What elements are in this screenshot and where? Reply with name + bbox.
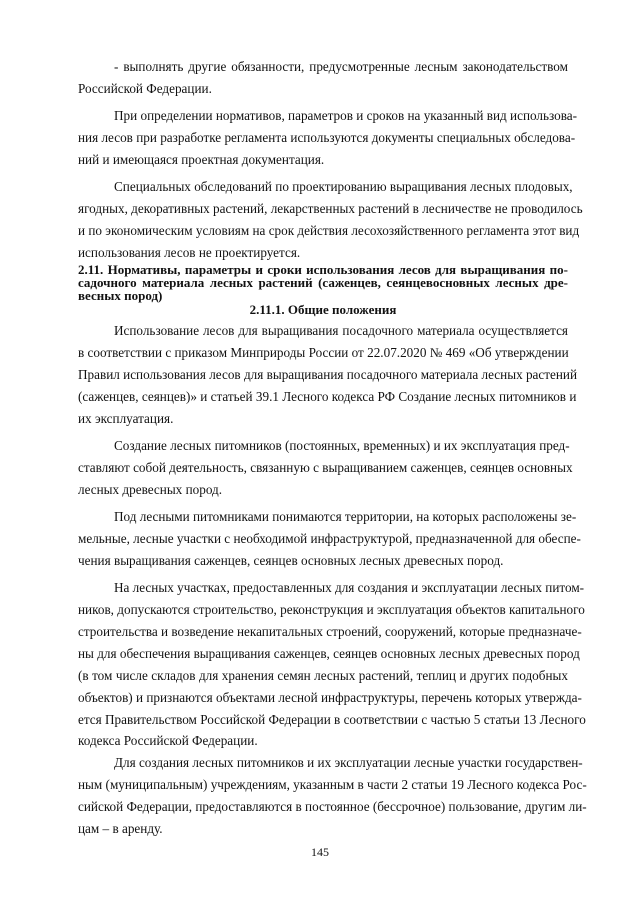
section-heading: весных пород) xyxy=(78,287,163,303)
text-line: Под лесными питомниками понимаются территории, на которых расположены зе- xyxy=(114,509,577,525)
text-line: Российской Федерации. xyxy=(78,80,212,96)
text-line: сийской Федерации, предоставляются в постоянное (бессрочное) пользование, другим ли- xyxy=(78,799,587,815)
text-line: их эксплуатация. xyxy=(78,410,174,426)
text-line: На лесных участках, предоставленных для создания и эксплуатации лесных питом- xyxy=(114,580,585,596)
text-line: мельные, лесные участки с необходимой инфраструктурой, предназначенной для обеспе- xyxy=(78,531,581,547)
text-line: (в том числе складов для хранения семян лесных растений, теплиц и других подобных xyxy=(78,667,568,683)
text-line: (саженцев, сеянцев)» и статьей 39.1 Лесного кодекса РФ Создание лесных питомников и xyxy=(78,388,577,404)
text-line: ны для обеспечения выращивания саженцев, сеянцев основных лесных древесных пород xyxy=(78,645,580,661)
text-line: - выполнять другие обязанности, предусмотренные лесным законодательством xyxy=(114,59,568,74)
text-line: строительства и возведение некапитальных строений, сооружений, которые предназначе- xyxy=(78,624,582,640)
text-line: и по экономическим условиям на срок действия лесохозяйственного регламента этот вид xyxy=(78,223,580,239)
subsection-heading: 2.11.1. Общие положения xyxy=(249,302,397,318)
text-line: объектов) и признаются объектами лесной инфраструктуры, перечень которых утвержда- xyxy=(78,689,582,705)
text-line: ния лесов при разработке регламента используются документы специальных обследова- xyxy=(78,130,576,146)
section-heading: садочного материала лесных растений (саженцев, сеянцевосновных лесных дре- xyxy=(78,274,568,290)
text-line: ным (муниципальным) учреждениям, указанным в части 2 статьи 19 Лесного кодекса Рос- xyxy=(78,777,587,793)
text-line: использования лесов не проектируется. xyxy=(78,244,301,260)
text-line: ний и имеющаяся проектная документация. xyxy=(78,151,325,167)
text-line: Использование лесов для выращивания посадочного материала осуществляется xyxy=(114,323,568,339)
text-line: Создание лесных питомников (постоянных, временных) и их эксплуатация пред- xyxy=(114,438,570,454)
text-line: чения выращивания саженцев, сеянцев основных лесных древесных пород. xyxy=(78,553,504,569)
text-line: лесных древесных пород. xyxy=(78,481,223,497)
text-line: ставляют собой деятельность, связанную с выращиванием саженцев, сеянцев основных xyxy=(78,460,573,476)
page-number: 145 xyxy=(311,845,329,859)
text-line: Для создания лесных питомников и их эксплуатации лесные участки государствен- xyxy=(114,755,583,771)
text-line: цам – в аренду. xyxy=(78,821,163,836)
text-line: ников, допускаются строительство, реконструкция и эксплуатация объектов капитального xyxy=(78,602,585,618)
text-line: При определении нормативов, параметров и сроков на указанный вид использова- xyxy=(114,108,578,124)
text-line: ется Правительством Российской Федерации в соответствии с частью 5 статьи 13 Лесного xyxy=(78,711,586,727)
section-heading: 2.11. Нормативы, параметры и сроки использования лесов для выращивания по- xyxy=(78,262,568,278)
text-line: Правил использования лесов для выращивания посадочного материала лесных растений xyxy=(78,367,578,383)
text-line: ягодных, декоративных растений, лекарственных растений в лесничестве не проводилось xyxy=(78,201,583,217)
text-line: Специальных обследований по проектированию выращивания лесных плодовых, xyxy=(114,179,573,195)
text-line: кодекса Российской Федерации. xyxy=(78,733,258,749)
text-line: в соответствии с приказом Минприроды России от 22.07.2020 № 469 «Об утверждении xyxy=(78,345,569,361)
